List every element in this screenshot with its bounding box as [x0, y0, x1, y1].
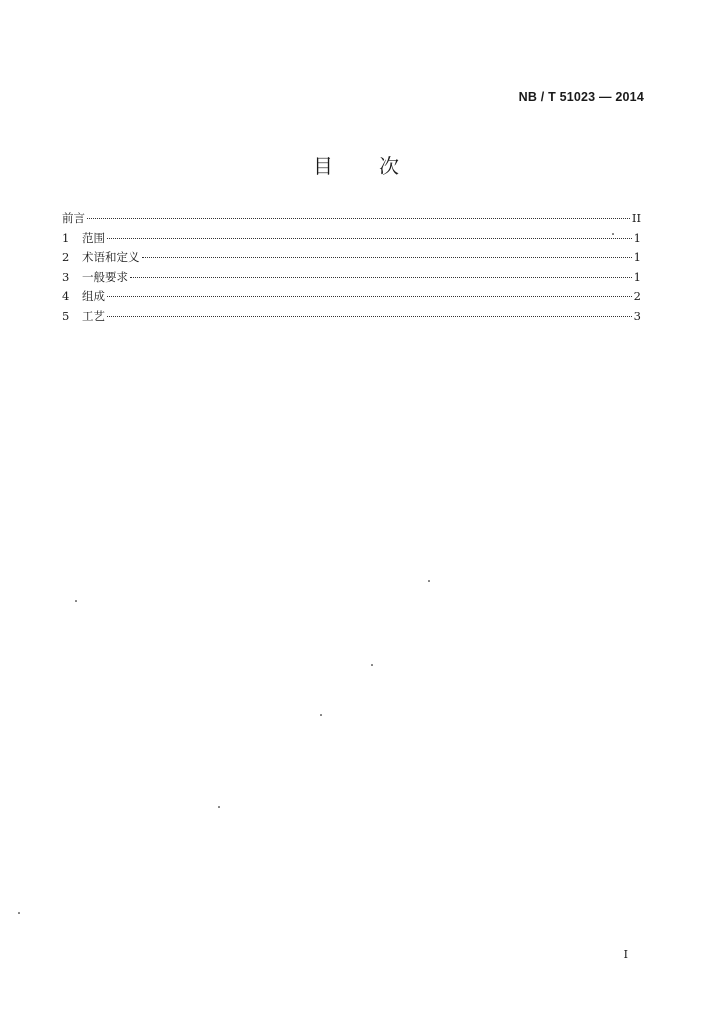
- scan-speck: [320, 714, 322, 716]
- dot-leader: [87, 218, 630, 219]
- page-number: I: [623, 948, 628, 961]
- standard-number: NB / T 51023 — 2014: [518, 90, 644, 104]
- toc-entry-page: II: [631, 211, 641, 225]
- scan-speck: [371, 664, 373, 666]
- dot-leader: [142, 257, 632, 258]
- scan-speck: [18, 912, 20, 914]
- toc-entry-page: 1: [633, 250, 641, 264]
- scan-speck: [428, 580, 430, 582]
- toc-entry-page: 1: [633, 230, 641, 245]
- toc-entry-foreword[interactable]: [62, 210, 641, 230]
- toc-entry-number: 4: [62, 289, 70, 303]
- toc-entry-general-requirements[interactable]: [62, 269, 641, 289]
- toc-entry-number: 2: [62, 250, 70, 264]
- dot-leader: [130, 277, 632, 278]
- dot-leader: [107, 316, 632, 317]
- toc-entry-label: 组成: [82, 289, 105, 303]
- dot-leader: [107, 238, 632, 239]
- scan-speck: [75, 600, 77, 602]
- toc-entry-process[interactable]: [62, 308, 641, 328]
- toc-entry-label: 范围: [82, 230, 105, 245]
- toc-entry-number: 3: [62, 269, 70, 284]
- toc-entry-page: 1: [633, 269, 641, 284]
- scan-speck: [612, 233, 614, 235]
- toc-entry-scope[interactable]: [62, 230, 641, 250]
- toc-entry-page: 3: [633, 308, 641, 323]
- table-of-contents: [62, 210, 641, 327]
- toc-title: 目次: [313, 154, 445, 178]
- dot-leader: [107, 296, 632, 297]
- toc-entry-composition[interactable]: [62, 288, 641, 308]
- toc-entry-page: 2: [633, 289, 641, 303]
- toc-entry-label: 术语和定义: [82, 250, 140, 264]
- scan-speck: [218, 806, 220, 808]
- toc-entry-label: 一般要求: [82, 269, 128, 284]
- toc-entry-label: 前言: [62, 211, 85, 225]
- toc-entry-number: 1: [62, 230, 70, 245]
- toc-entry-number: 5: [62, 308, 70, 323]
- toc-entry-terms[interactable]: [62, 249, 641, 269]
- toc-entry-label: 工艺: [82, 308, 105, 323]
